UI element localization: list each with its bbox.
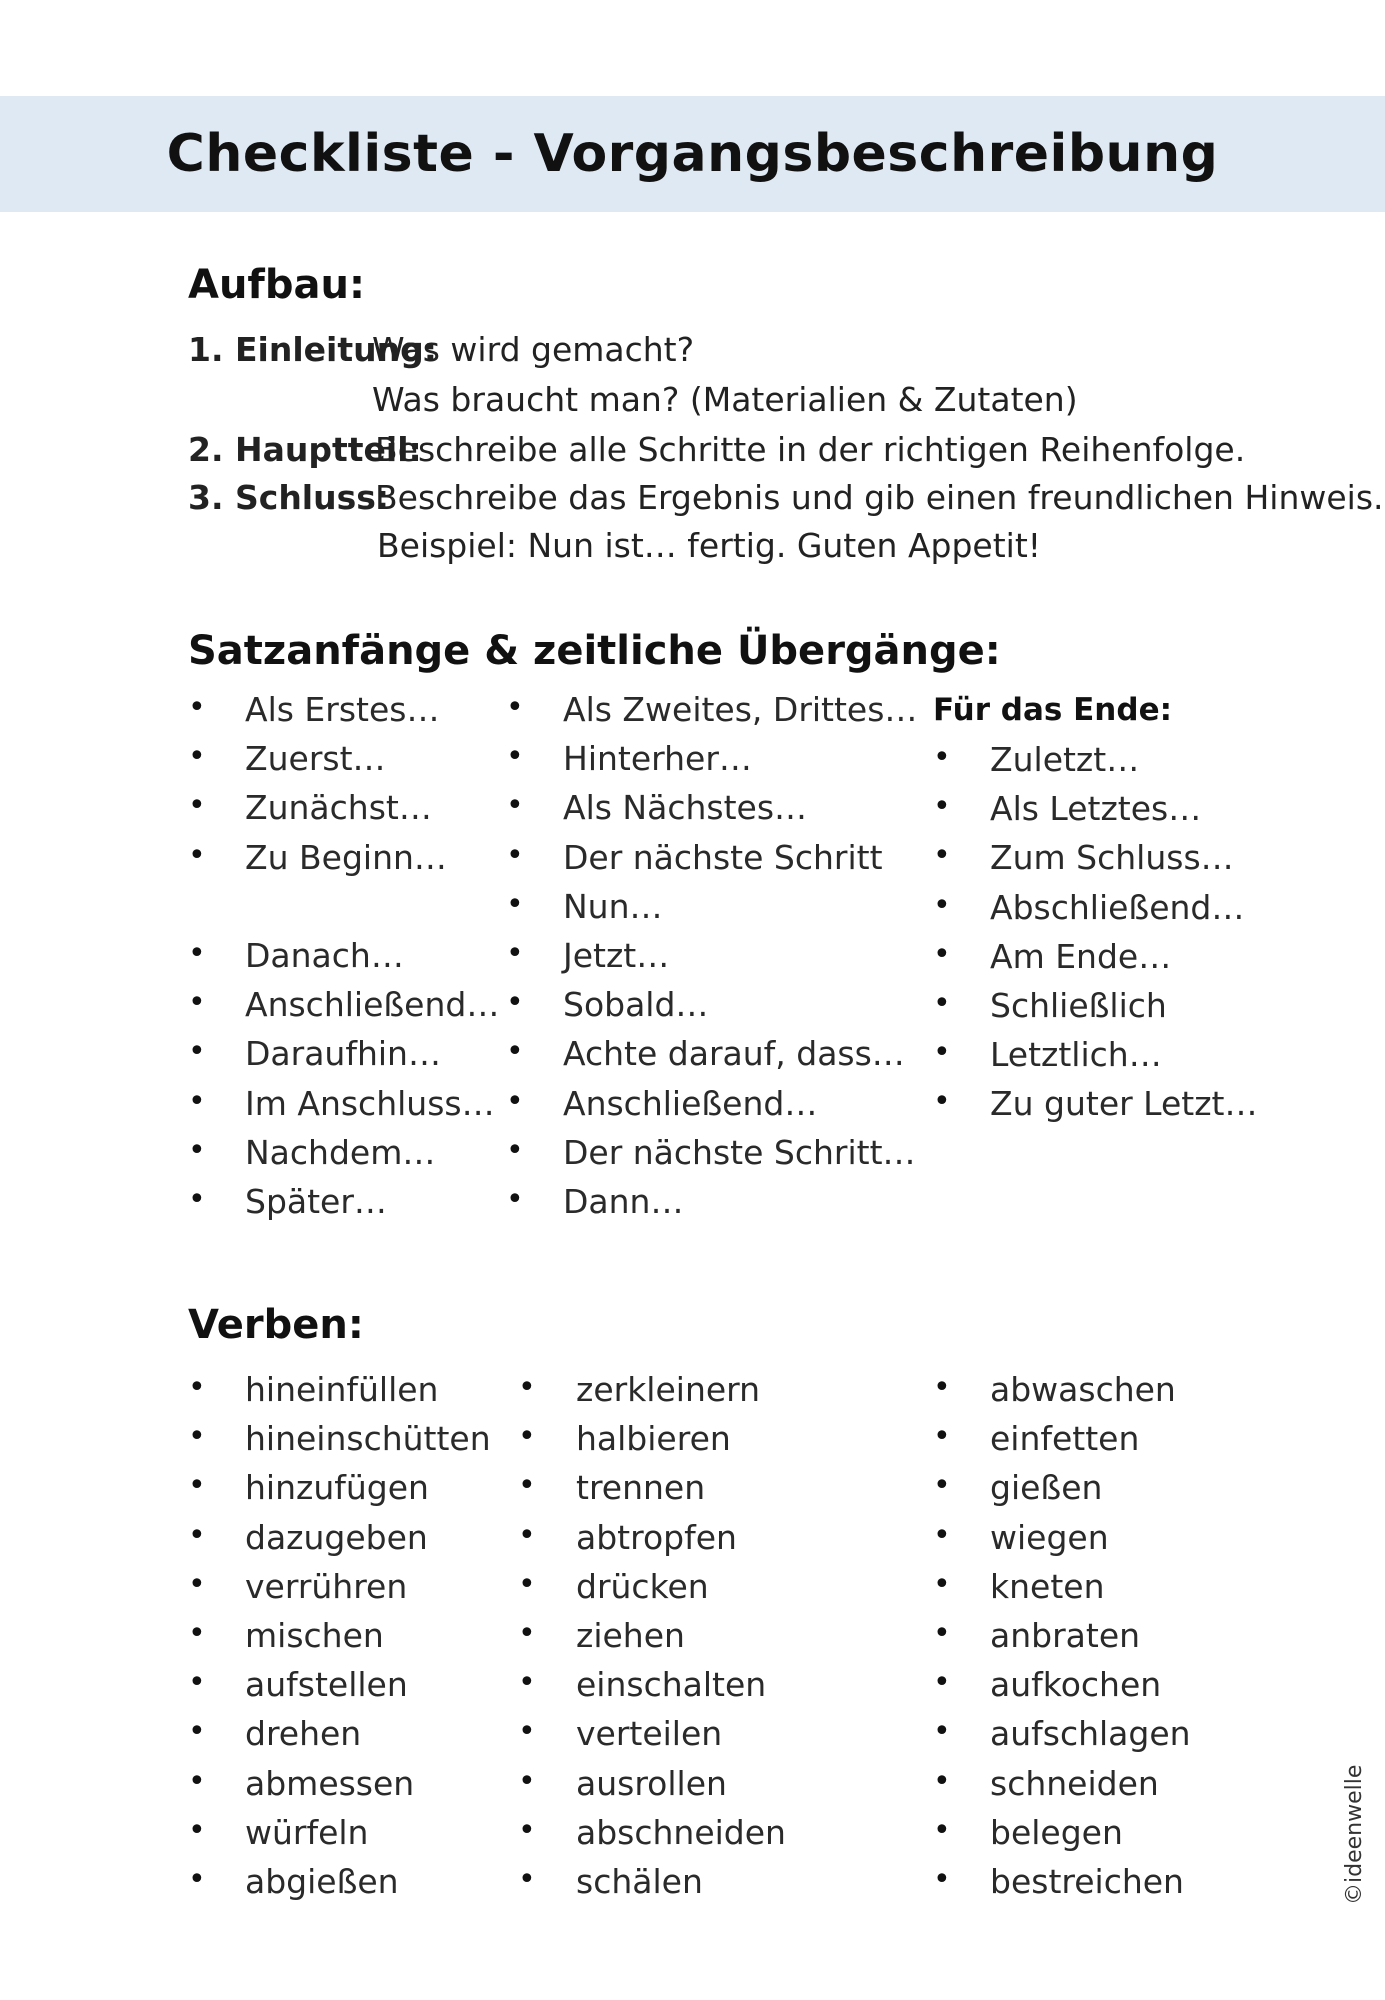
bullet-icon: • [933, 789, 951, 825]
bullet-icon: • [933, 1714, 951, 1750]
bullet-icon: • [188, 1419, 206, 1455]
list-item-text: Schließlich [990, 986, 1167, 1025]
aufbau-text: Beschreibe das Ergebnis und gib einen freundlichen Hinweis. [375, 478, 1384, 517]
bullet-icon: • [506, 739, 524, 775]
list-item-text: Am Ende… [990, 936, 1172, 976]
bullet-icon: • [506, 936, 524, 971]
list-item-text: Letztlich… [990, 1035, 1162, 1075]
list-item-text: belegen [990, 1812, 1123, 1852]
list-item-text: abschneiden [576, 1812, 786, 1852]
list-item-text: aufschlagen [990, 1714, 1191, 1754]
list-item-text: abgießen [245, 1862, 399, 1901]
list-item-text: Als Letztes… [990, 789, 1202, 829]
list-item-text: verrühren [245, 1566, 408, 1606]
list-item-text: Der nächste Schritt [563, 837, 883, 877]
bullet-icon: • [933, 1665, 951, 1701]
bullet-icon: • [933, 887, 951, 923]
bullet-icon: • [188, 1468, 206, 1504]
list-item-text: verteilen [576, 1714, 723, 1754]
aufbau-heading: Aufbau: [188, 262, 365, 308]
list-item-text: hineinschütten [245, 1419, 491, 1459]
list-item-text: aufstellen [245, 1665, 408, 1705]
list-item-text: hinzufügen [245, 1468, 429, 1508]
bullet-icon: • [188, 1714, 206, 1750]
bullet-icon: • [518, 1517, 536, 1553]
bullet-icon: • [933, 1035, 951, 1071]
aufbau-text: Was wird gemacht? [372, 330, 695, 369]
list-item-text: Als Erstes… [245, 690, 440, 729]
bullet-icon: • [188, 1132, 206, 1168]
list-item-text: Zu guter Letzt… [990, 1084, 1258, 1124]
list-item-text: Hinterher… [563, 739, 752, 779]
bullet-icon: • [506, 886, 524, 922]
bullet-icon: • [188, 1083, 206, 1119]
verben-heading: Verben: [188, 1302, 364, 1348]
list-item-text: Achte darauf, dass… [563, 1034, 905, 1074]
bullet-icon: • [188, 739, 206, 775]
aufbau-text: Beschreibe alle Schritte in der richtigen Reihenfolge. [375, 430, 1246, 469]
list-item-text: Jetzt… [563, 936, 670, 975]
bullet-icon: • [518, 1714, 536, 1750]
bullet-icon: • [933, 1084, 951, 1120]
list-item-text: ziehen [576, 1616, 685, 1655]
list-item-text: Anschließend… [245, 985, 500, 1025]
list-item-text: schneiden [990, 1763, 1159, 1803]
bullet-icon: • [506, 788, 524, 824]
list-item-text: Als Nächstes… [563, 788, 808, 828]
bullet-icon: • [518, 1370, 536, 1405]
bullet-icon: • [506, 1182, 524, 1217]
list-item-text: schälen [576, 1862, 703, 1901]
list-item-text: einfetten [990, 1419, 1140, 1459]
list-item-text: trennen [576, 1468, 706, 1508]
bullet-icon: • [188, 690, 206, 725]
list-item-text: gießen [990, 1468, 1103, 1508]
list-item-text: halbieren [576, 1419, 731, 1459]
list-item-text: ausrollen [576, 1763, 727, 1803]
aufbau-label: 2. Hauptteil: [188, 430, 422, 469]
list-item-text: Im Anschluss… [245, 1083, 495, 1123]
bullet-icon: • [188, 1566, 206, 1602]
list-item-text: abwaschen [990, 1370, 1176, 1409]
bullet-icon: • [518, 1468, 536, 1504]
list-item-text: drehen [245, 1714, 362, 1754]
bullet-icon: • [188, 936, 206, 971]
bullet-icon: • [933, 838, 951, 874]
bullet-icon: • [933, 1370, 951, 1405]
list-item-text: Anschließend… [563, 1083, 818, 1123]
list-item-text: zerkleinern [576, 1370, 761, 1409]
list-item-text: drücken [576, 1566, 709, 1606]
list-item-text: mischen [245, 1616, 384, 1655]
copyright-note: ©ideenwelle [1342, 1764, 1367, 1905]
list-item-text: Nachdem… [245, 1132, 436, 1172]
list-item-text: Der nächste Schritt… [563, 1132, 916, 1172]
list-item-text: Dann… [563, 1182, 684, 1221]
aufbau-label: 1. Einleitung: [188, 330, 437, 369]
bullet-icon: • [933, 1566, 951, 1602]
bullet-icon: • [188, 1370, 206, 1405]
bullet-icon: • [933, 1616, 951, 1651]
page-title: Checkliste - Vorgangsbeschreibung [166, 124, 1219, 184]
aufbau-label: 3. Schluss: [188, 478, 390, 517]
bullet-icon: • [933, 936, 951, 972]
list-item-text: Später… [245, 1182, 387, 1221]
bullet-icon: • [518, 1419, 536, 1455]
aufbau-text: Was braucht man? (Materialien & Zutaten) [372, 380, 1078, 419]
list-item-text: abtropfen [576, 1517, 737, 1557]
list-item-text: Zunächst… [245, 788, 432, 828]
list-item-text: Zuerst… [245, 739, 386, 779]
list-item-text: Nun… [563, 886, 663, 926]
satzanfaenge-heading: Satzanfänge & zeitliche Übergänge: [188, 628, 1001, 674]
bullet-icon: • [518, 1862, 536, 1897]
bullet-icon: • [933, 986, 951, 1021]
bullet-icon: • [188, 1034, 206, 1070]
list-item-text: anbraten [990, 1616, 1141, 1655]
list-item-text: dazugeben [245, 1517, 428, 1557]
list-item-text: Zuletzt… [990, 740, 1140, 779]
bullet-icon: • [518, 1812, 536, 1848]
bullet-icon: • [933, 1862, 951, 1897]
bullet-icon: • [933, 1763, 951, 1799]
bullet-icon: • [506, 1132, 524, 1168]
aufbau-text: Beispiel: Nun ist… fertig. Guten Appetit! [377, 526, 1041, 565]
bullet-icon: • [188, 1517, 206, 1553]
bullet-icon: • [188, 1862, 206, 1897]
bullet-icon: • [518, 1616, 536, 1651]
list-item-text: kneten [990, 1566, 1105, 1606]
list-item-text: abmessen [245, 1763, 415, 1803]
list-item-text: würfeln [245, 1812, 369, 1852]
bullet-icon: • [188, 985, 206, 1021]
bullet-icon: • [506, 985, 524, 1021]
bullet-icon: • [188, 788, 206, 824]
bullet-icon: • [506, 690, 524, 725]
list-item-text: Daraufhin… [245, 1034, 441, 1074]
bullet-icon: • [506, 1034, 524, 1070]
bullet-icon: • [188, 837, 206, 873]
list-item-text: hineinfüllen [245, 1370, 439, 1409]
bullet-icon: • [188, 1763, 206, 1799]
list-item-text: Abschließend… [990, 887, 1245, 927]
bullet-icon: • [933, 1812, 951, 1848]
list-item-text: Zu Beginn… [245, 837, 447, 877]
bullet-icon: • [518, 1566, 536, 1602]
bullet-icon: • [933, 1517, 951, 1553]
list-item-text: einschalten [576, 1665, 767, 1705]
col3-subheading: Für das Ende: [933, 692, 1172, 728]
bullet-icon: • [518, 1763, 536, 1799]
title-band [0, 96, 1385, 212]
bullet-icon: • [518, 1665, 536, 1701]
bullet-icon: • [188, 1182, 206, 1217]
list-item-text: Als Zweites, Drittes… [563, 690, 918, 729]
bullet-icon: • [506, 1083, 524, 1119]
bullet-icon: • [188, 1812, 206, 1848]
list-item-text: bestreichen [990, 1862, 1184, 1901]
list-item-text: wiegen [990, 1517, 1109, 1557]
bullet-icon: • [933, 1419, 951, 1455]
list-item-text: Sobald… [563, 985, 709, 1025]
list-item-text: aufkochen [990, 1665, 1162, 1705]
bullet-icon: • [506, 837, 524, 873]
bullet-icon: • [188, 1665, 206, 1701]
list-item-text: Danach… [245, 936, 404, 975]
bullet-icon: • [188, 1616, 206, 1651]
bullet-icon: • [933, 740, 951, 775]
bullet-icon: • [933, 1468, 951, 1504]
list-item-text: Zum Schluss… [990, 838, 1234, 878]
